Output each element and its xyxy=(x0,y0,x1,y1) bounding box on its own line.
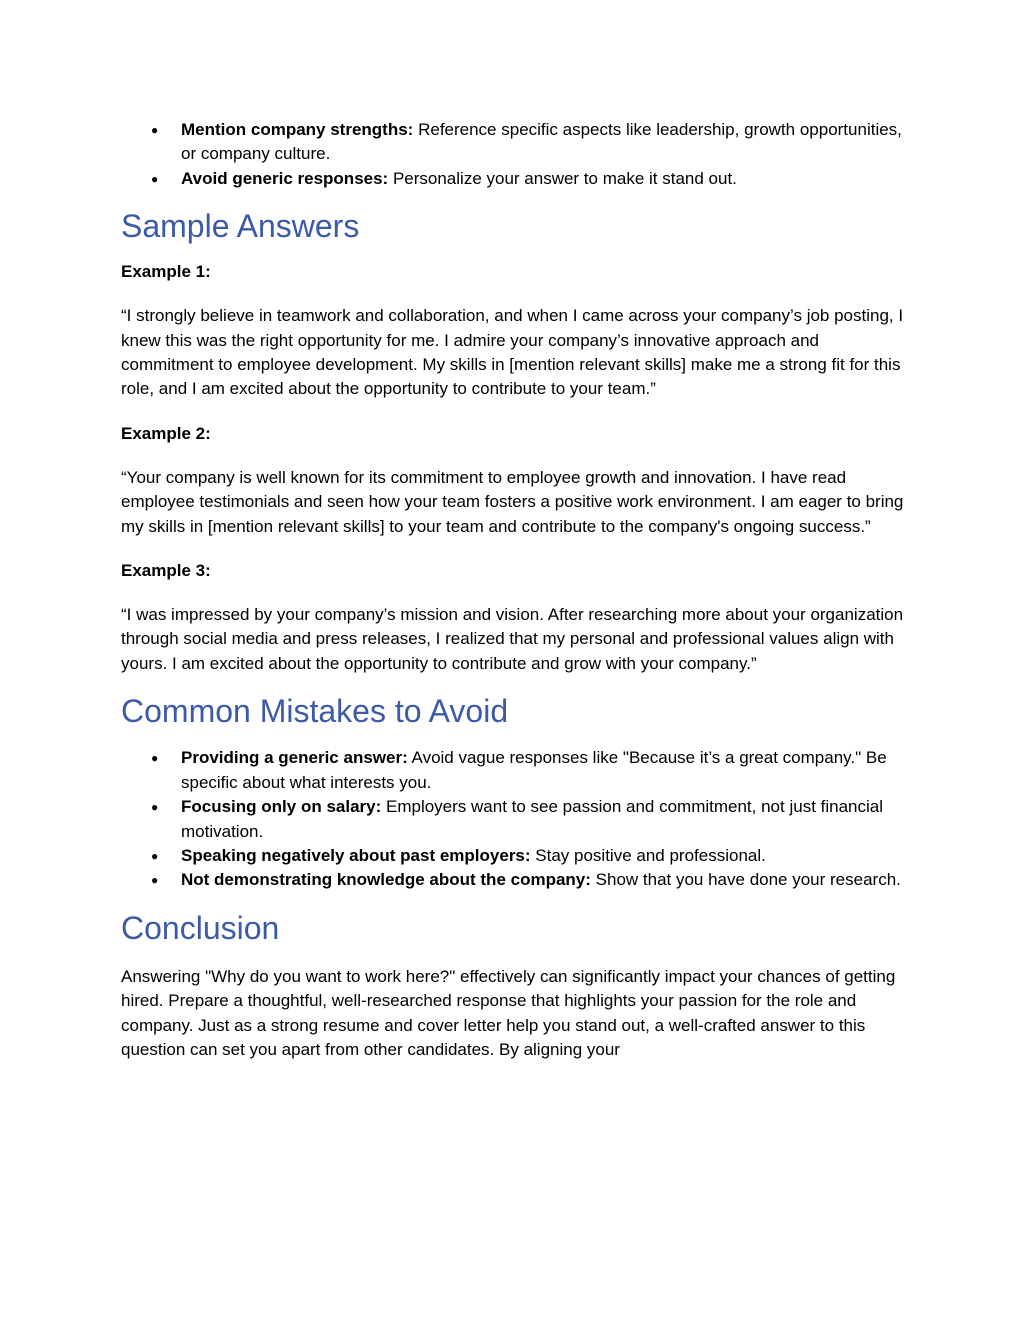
bullet-text: Avoid vague responses like "Because it’s a great company." Be specific about what interests you. xyxy=(181,748,887,792)
bullet-icon: ● xyxy=(151,873,159,888)
mistakes-bullet-list xyxy=(121,746,911,892)
conclusion-text: Answering "Why do you want to work here?" effectively can significantly impact your chances of getting hired. Prepare a thoughtful, well-researched response that highlights your passion for the role and company. Just as a strong resume and cover letter help you stand out, a well-crafted answer to this question can set you apart from other candidates. By aligning your xyxy=(121,966,896,1059)
bullet-icon: ● xyxy=(151,751,159,766)
conclusion-heading: Conclusion xyxy=(121,909,280,946)
list-item xyxy=(121,795,911,844)
bullet-icon: ● xyxy=(151,123,159,137)
bullet-icon: ● xyxy=(151,171,159,186)
list-item xyxy=(121,844,911,868)
common-mistakes-heading: Common Mistakes to Avoid xyxy=(121,693,509,730)
list-item xyxy=(121,167,911,191)
list-item xyxy=(121,118,911,167)
bullet-text: Personalize your answer to make it stand out. xyxy=(388,168,737,188)
example-1-text: “I strongly believe in teamwork and collaboration, and when I came across your company’s job posting, I knew this was the right opportunity for me. I admire your company’s innovative approach and commitment to employee development. My skills in [mention relevant skills] make me a strong fit for this role, and I am excited about the opportunity to contribute to your team.” xyxy=(121,306,904,399)
bullet-text: Employers want to see passion and commitment, not just financial motivation. xyxy=(181,797,884,841)
bullet-label: Not demonstrating knowledge about the company: xyxy=(181,870,591,890)
example-3-label: Example 3: xyxy=(121,561,211,581)
list-item xyxy=(121,868,911,892)
example-2-text: “Your company is well known for its commitment to employee growth and innovation. I have read employee testimonials and seen how your team fosters a positive work environment. I am eager to bring my skills in [mention relevant skills] to your team and contribute to the company's ongoing success.” xyxy=(121,467,904,536)
bullet-label: Avoid generic responses: xyxy=(181,168,389,188)
bullet-label: Providing a generic answer: xyxy=(181,748,408,768)
bullet-label: Mention company strengths: xyxy=(181,120,414,139)
bullet-text: Stay positive and professional. xyxy=(530,845,766,865)
bullet-text: Show that you have done your research. xyxy=(590,870,901,890)
bullet-icon: ● xyxy=(151,800,159,815)
document-page xyxy=(121,118,911,1062)
example-1-label: Example 1: xyxy=(121,262,211,282)
strengths-bullet-list xyxy=(121,118,911,191)
bullet-text: Reference specific aspects like leadership, growth opportunities, or company culture. xyxy=(181,120,902,164)
bullet-label: Focusing only on salary: xyxy=(181,797,382,817)
sample-answers-heading: Sample Answers xyxy=(121,208,360,245)
example-2-label: Example 2: xyxy=(121,423,211,443)
bullet-icon: ● xyxy=(151,848,159,863)
example-3-text: “I was impressed by your company’s mission and vision. After researching more about your organization through social media and press releases, I realized that my personal and professional values align with yours. I am excited about the opportunity to contribute and grow with your company.” xyxy=(121,605,904,673)
bullet-label: Speaking negatively about past employers: xyxy=(181,845,531,865)
list-item xyxy=(121,746,911,795)
